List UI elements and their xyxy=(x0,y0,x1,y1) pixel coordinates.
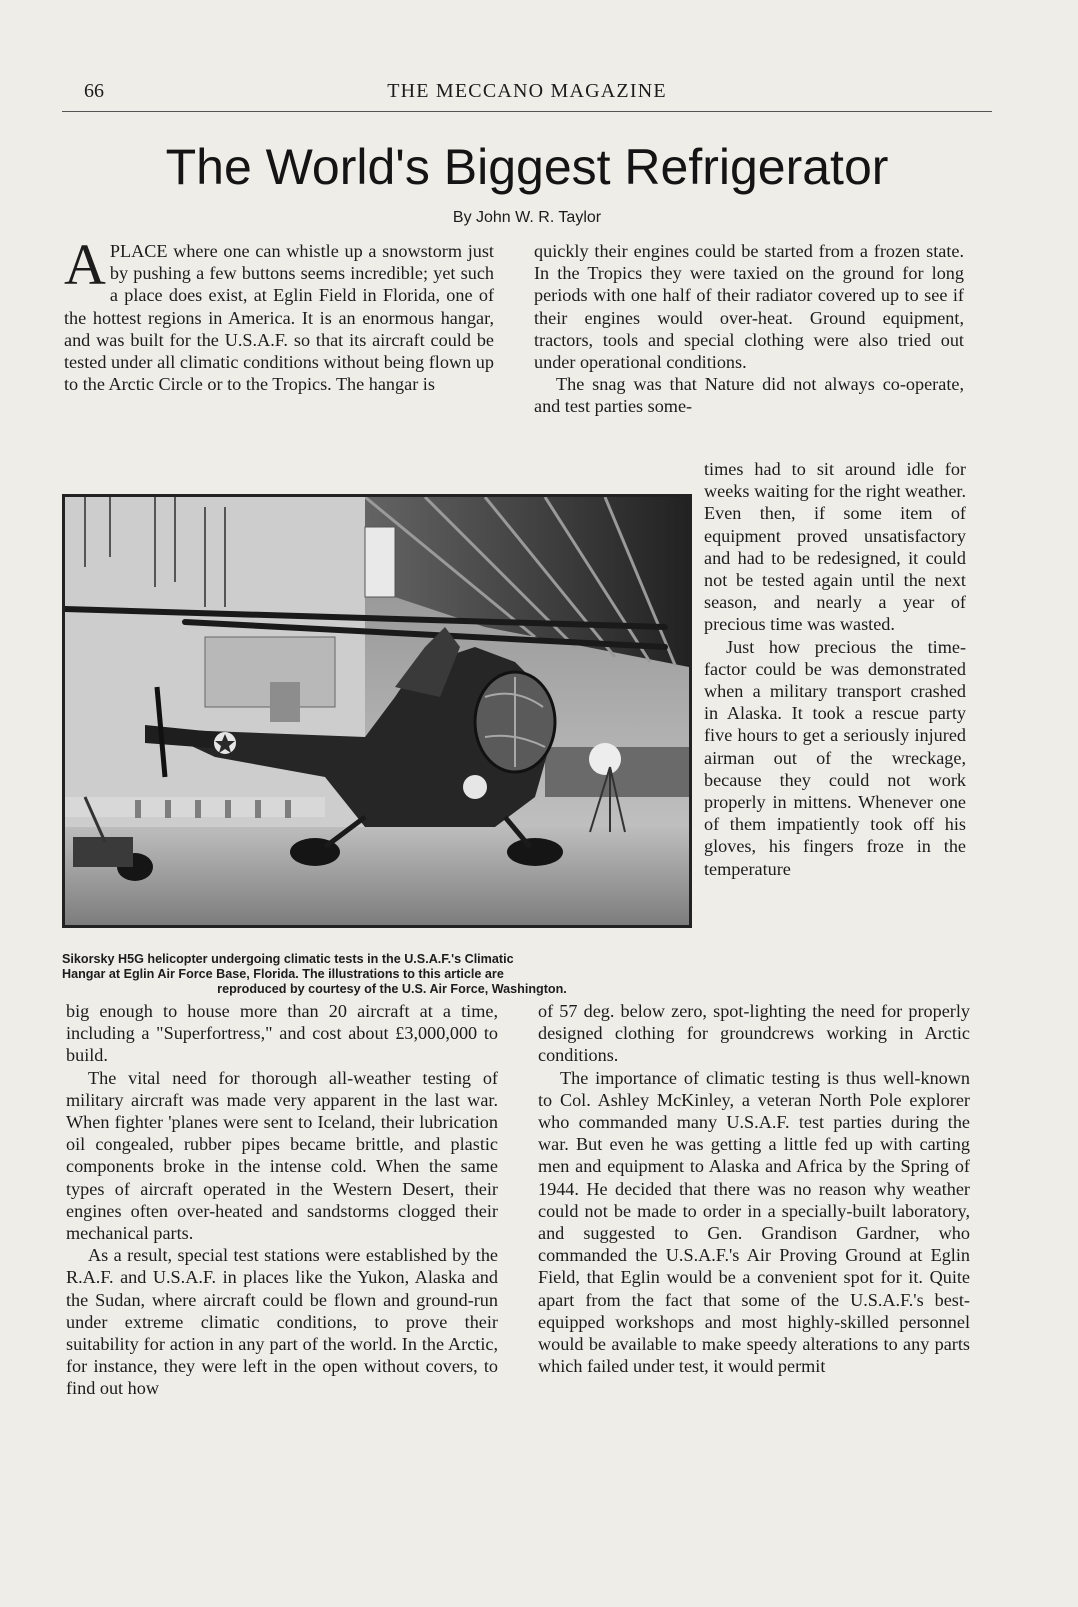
photo-caption xyxy=(62,952,722,997)
lead-word: PLACE xyxy=(109,241,168,261)
column-narrow xyxy=(704,458,966,880)
opening-paragraph xyxy=(64,232,494,395)
paragraph: times had to sit around idle for weeks waiting for the right weather. Even then, if some item of equipment proved unsatisfactory and had to be redesigned, it could not be tested again until the next season, and nearly a year of precious time was wasted. xyxy=(704,459,966,635)
header-rule xyxy=(62,111,992,112)
byline: By John W. R. Taylor xyxy=(452,209,602,226)
paragraph: quickly their engines could be started from a frozen state. In the Tropics they were taxied on the ground for long periods with one half of their radiator covered up to see if their engines would over-heat. Ground equipment, tractors, tools and special clothing were also tried out under operational conditions. xyxy=(534,241,964,373)
helicopter-photo-image xyxy=(65,497,689,925)
paragraph: The snag was that Nature did not always co-operate, and test parties some- xyxy=(534,374,964,417)
paragraph: Just how precious the time-factor could be was demonstrated when a military transport crashed in Alaska. It took a rescue party five hours to get a seriously injured airman out of the wreckage, because they could not work properly in mittens. Whenever one of them impatiently took off his gloves, his fingers froze in the temperature xyxy=(704,636,966,879)
caption-line: Sikorsky H5G helicopter undergoing climatic tests in the U.S.A.F.'s Climatic xyxy=(62,952,514,966)
paragraph: The importance of climatic testing is thus well-known to Col. Ashley McKinley, a veteran North Pole explorer who commanded many U.S.A.F. test parties during the war. But even he was getting a little fed up with carting men and equipment to Alaska and Africa by the Spring of 1944. He decided that there was no reason why weather could not be made to order in a specially-built laboratory, and suggested to Gen. Grandison Gardner, who commanded the U.S.A.F.'s Air Proving Ground at Eglin Field, that Eglin would be a convenient spot for it. Quite apart from the fact that some of the U.S.A.F.'s best-equipped workshops and most highly-skilled personnel would be available to make speedy alterations to any parts which failed under test, it would permit xyxy=(538,1067,970,1377)
helicopter-photo xyxy=(62,494,692,928)
column-right-top xyxy=(534,240,964,418)
column-left-bottom xyxy=(66,1000,498,1400)
magazine-title: THE MECCANO MAGAZINE xyxy=(387,80,667,102)
drop-cap: A xyxy=(64,232,106,297)
paragraph: The vital need for thorough all-weather testing of military aircraft was made very apparent in the last war. When fighter 'planes were sent to Iceland, their lubrication oil congealed, rubber pipes became brittle, and plastic components broke in the intense cold. When the same types of aircraft operated in the Western Desert, their engines often over-heated and sandstorms clogged their mechanical parts. xyxy=(66,1067,498,1244)
column-right-bottom xyxy=(538,1000,970,1377)
column-left-top xyxy=(64,232,494,395)
page-number: 66 xyxy=(84,80,104,102)
paragraph-text: where one can whistle up a snowstorm just by pushing a few buttons seems incredible; yet such a place does exist, at Eglin Field in Florida, one of the hottest regions in America. It is an enormous hangar, and was built for the U.S.A.F. so that its aircraft could be tested under all climatic conditions without being flown up to the Arctic Circle or to the Tropics. The hangar is xyxy=(64,241,494,395)
paragraph: of 57 deg. below zero, spot-lighting the need for properly designed clothing for groundcrews working in Arctic conditions. xyxy=(538,1001,970,1066)
caption-line: reproduced by courtesy of the U.S. Air Force, Washington. xyxy=(217,982,567,996)
page-header xyxy=(62,78,992,114)
article-title: The World's Biggest Refrigerator xyxy=(165,139,889,195)
paragraph: big enough to house more than 20 aircraft at a time, including a "Superfortress," and cost about £3,000,000 to build. xyxy=(66,1001,498,1066)
paragraph: As a result, special test stations were established by the R.A.F. and U.S.A.F. in places like the Yukon, Alaska and the Sudan, where aircraft could be flown and ground-run under extreme climatic conditions, to prove their suitability for action in any part of the world. In the Arctic, for instance, they were left in the open without covers, to find out how xyxy=(66,1245,498,1399)
caption-line: Hangar at Eglin Air Force Base, Florida. The illustrations to this article are xyxy=(62,967,504,981)
